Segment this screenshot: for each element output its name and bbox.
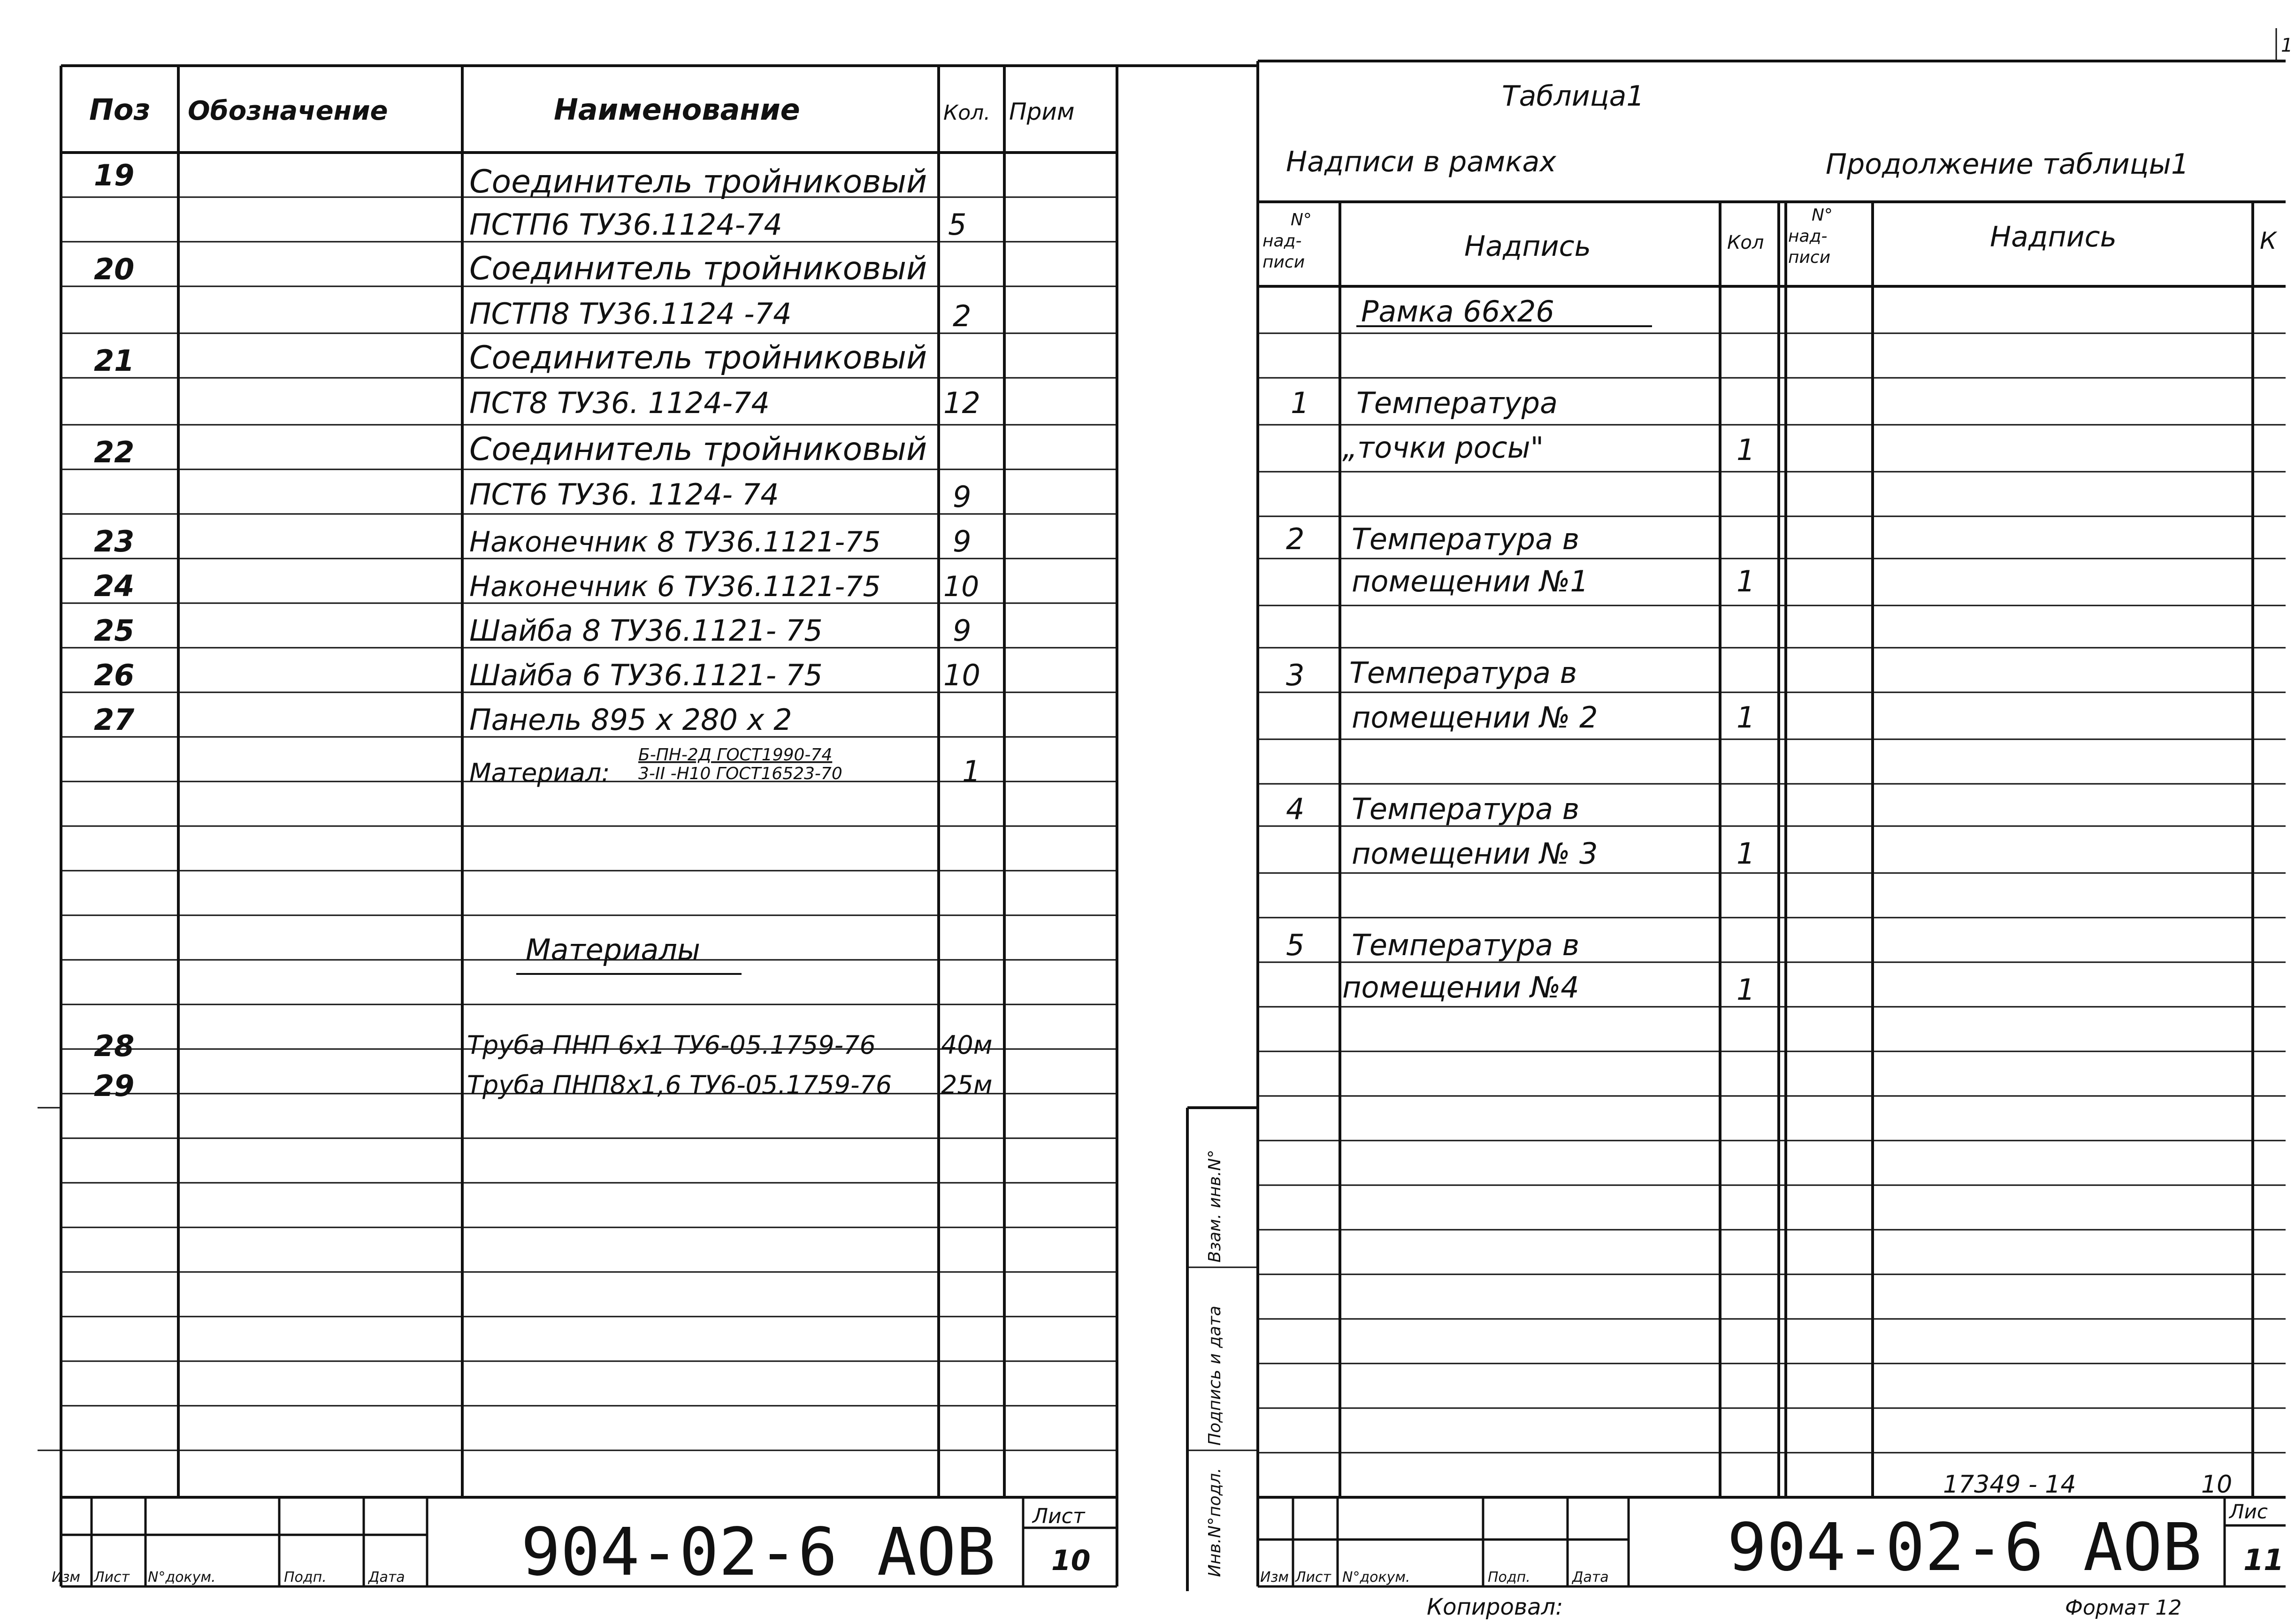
pos-cell: 28 bbox=[94, 1029, 135, 1063]
label-no: 4 bbox=[1286, 792, 1305, 826]
pos-cell: 23 bbox=[94, 524, 135, 559]
name-cell: Труба ПНП 6x1 ТУ6-05.1759-76 bbox=[467, 1030, 876, 1060]
name-cell: Труба ПНП8x1,6 ТУ6-05.1759-76 bbox=[467, 1070, 892, 1100]
header-name: Наименование bbox=[554, 92, 800, 127]
header-no-l3: писи bbox=[1262, 253, 1305, 272]
sheet-number-2: 11 bbox=[2243, 1543, 2284, 1577]
pos-cell: 22 bbox=[94, 435, 135, 469]
name-cell: Панель 895 x 280 x 2 bbox=[469, 703, 792, 737]
qty-cell: 2 bbox=[953, 299, 972, 333]
pos-cell: 26 bbox=[94, 658, 135, 692]
label-text: Температура в bbox=[1352, 522, 1580, 556]
qty-cell: 1 bbox=[962, 754, 981, 789]
sheet-code-2: 904-02-6 АОВ bbox=[1727, 1509, 2202, 1586]
label-no: 2 bbox=[1286, 522, 1305, 556]
pos-cell: 20 bbox=[94, 252, 135, 286]
label-qty: 1 bbox=[1737, 564, 1755, 598]
frame-label: Рамка 66x26 bbox=[1361, 294, 1554, 329]
table-subtitle: Надписи в рамках bbox=[1286, 146, 1556, 178]
pos-cell: 29 bbox=[94, 1069, 135, 1103]
name-cell: Наконечник 6 ТУ36.1121-75 bbox=[469, 570, 881, 603]
header-qty: Кол bbox=[1727, 232, 1764, 253]
qty-cell: 9 bbox=[953, 480, 972, 514]
name-cell: Соединитель тройниковый bbox=[469, 339, 927, 376]
material-spec-1: Б-ПН-2Д ГОСТ1990-74 bbox=[638, 745, 833, 765]
format-label: Формат 12 bbox=[2065, 1596, 2182, 1620]
reference-sheet: 10 bbox=[2201, 1471, 2233, 1499]
header-no-l2-2: над- bbox=[1788, 227, 1828, 246]
label-qty: 1 bbox=[1737, 973, 1755, 1007]
label-text: Температура в bbox=[1352, 792, 1580, 826]
header-no-l2: над- bbox=[1262, 231, 1302, 251]
name-cell: Шайба 8 ТУ36.1121- 75 bbox=[469, 613, 823, 648]
label-qty: 1 bbox=[1737, 433, 1755, 467]
label-text: помещении №1 bbox=[1352, 564, 1589, 598]
stamp-col-sign-2: Подп. bbox=[1488, 1569, 1530, 1586]
label-qty: 1 bbox=[1737, 700, 1755, 735]
label-text: „точки росы" bbox=[1342, 430, 1544, 465]
header-no-l1: N° bbox=[1291, 210, 1312, 230]
stamp-col-sheet: Лист bbox=[94, 1569, 130, 1586]
stamp-col-sheet-2: Лист bbox=[1295, 1569, 1331, 1586]
materials-heading: Материалы bbox=[526, 933, 700, 967]
header-no-l1-2: N° bbox=[1812, 206, 1833, 225]
header-qty: Кол. bbox=[943, 101, 991, 125]
corner-mark: 1 bbox=[2281, 35, 2293, 56]
label-text: Температура в bbox=[1349, 656, 1577, 690]
pos-cell: 27 bbox=[94, 703, 135, 737]
stamp-col-doc-2: N°докум. bbox=[1342, 1569, 1410, 1586]
pos-cell: 21 bbox=[94, 344, 135, 378]
name-cell: Соединитель тройниковый bbox=[469, 250, 927, 287]
label-no: 3 bbox=[1286, 658, 1305, 692]
table-title: Таблица1 bbox=[1502, 80, 1645, 113]
side-stamp-inv: Инв.N°подл. bbox=[1205, 1468, 1224, 1577]
pos-cell: 19 bbox=[94, 158, 135, 192]
sheet-code: 904-02-6 АОВ bbox=[521, 1514, 996, 1591]
header-text-2: Надпись bbox=[1990, 221, 2117, 253]
table-continuation: Продолжение таблицы1 bbox=[1826, 148, 2189, 181]
name-cell: Шайба 6 ТУ36.1121- 75 bbox=[469, 658, 823, 692]
label-qty: 1 bbox=[1737, 836, 1755, 871]
name-cell: ПСТП8 ТУ36.1124 -74 bbox=[469, 297, 792, 331]
qty-cell: 5 bbox=[948, 207, 967, 242]
side-stamp-replace: Взам. инв.N° bbox=[1205, 1149, 1224, 1263]
header-designation: Обозначение bbox=[188, 96, 388, 126]
copied-by: Копировал: bbox=[1427, 1594, 1563, 1620]
sheet-label-2: Лис bbox=[2229, 1500, 2268, 1523]
label-text: помещении № 3 bbox=[1352, 836, 1598, 871]
stamp-col-change-2: Изм bbox=[1260, 1569, 1289, 1586]
qty-cell: 25м bbox=[941, 1070, 993, 1100]
sheet-number: 10 bbox=[1051, 1544, 1091, 1577]
name-cell: ПСТ6 ТУ36. 1124- 74 bbox=[469, 477, 779, 512]
label-text: помещении №4 bbox=[1342, 970, 1579, 1004]
name-cell: Соединитель тройниковый bbox=[469, 163, 927, 200]
label-text: помещении № 2 bbox=[1352, 700, 1598, 735]
header-note: Прим bbox=[1009, 98, 1075, 125]
stamp-col-sign: Подп. bbox=[284, 1569, 327, 1586]
sheet-label: Лист bbox=[1033, 1504, 1085, 1528]
qty-cell: 9 bbox=[953, 613, 972, 648]
pos-cell: 24 bbox=[94, 569, 135, 603]
label-no: 5 bbox=[1286, 928, 1305, 962]
qty-cell: 12 bbox=[943, 386, 980, 420]
material-spec-2: 3-II -Н10 ГОСТ16523-70 bbox=[638, 764, 842, 783]
name-cell: ПСТ8 ТУ36. 1124-74 bbox=[469, 386, 770, 420]
label-no: 1 bbox=[1291, 386, 1309, 420]
stamp-col-doc: N°докум. bbox=[148, 1569, 216, 1586]
qty-cell: 9 bbox=[953, 524, 972, 559]
material-label: Материал: bbox=[469, 758, 610, 788]
name-cell: Соединитель тройниковый bbox=[469, 431, 927, 468]
qty-cell: 10 bbox=[943, 658, 980, 692]
reference-number: 17349 - 14 bbox=[1943, 1471, 2076, 1499]
label-text: Температура в bbox=[1352, 928, 1580, 962]
pos-cell: 25 bbox=[94, 613, 135, 648]
qty-cell: 10 bbox=[943, 570, 979, 603]
stamp-col-date: Дата bbox=[368, 1569, 405, 1586]
header-text: Надпись bbox=[1464, 230, 1591, 263]
header-qty-2: К bbox=[2260, 227, 2277, 254]
qty-cell: 40м bbox=[941, 1030, 993, 1060]
side-stamp-sign: Подпись и дата bbox=[1205, 1305, 1224, 1446]
stamp-col-change: Изм bbox=[52, 1569, 81, 1586]
header-pos: Поз bbox=[89, 92, 151, 127]
label-text: Температура bbox=[1356, 386, 1558, 420]
name-cell: ПСТП6 ТУ36.1124-74 bbox=[469, 207, 782, 242]
stamp-col-date-2: Дата bbox=[1572, 1569, 1609, 1586]
header-no-l3-2: писи bbox=[1788, 248, 1831, 267]
name-cell: Наконечник 8 ТУ36.1121-75 bbox=[469, 526, 881, 559]
